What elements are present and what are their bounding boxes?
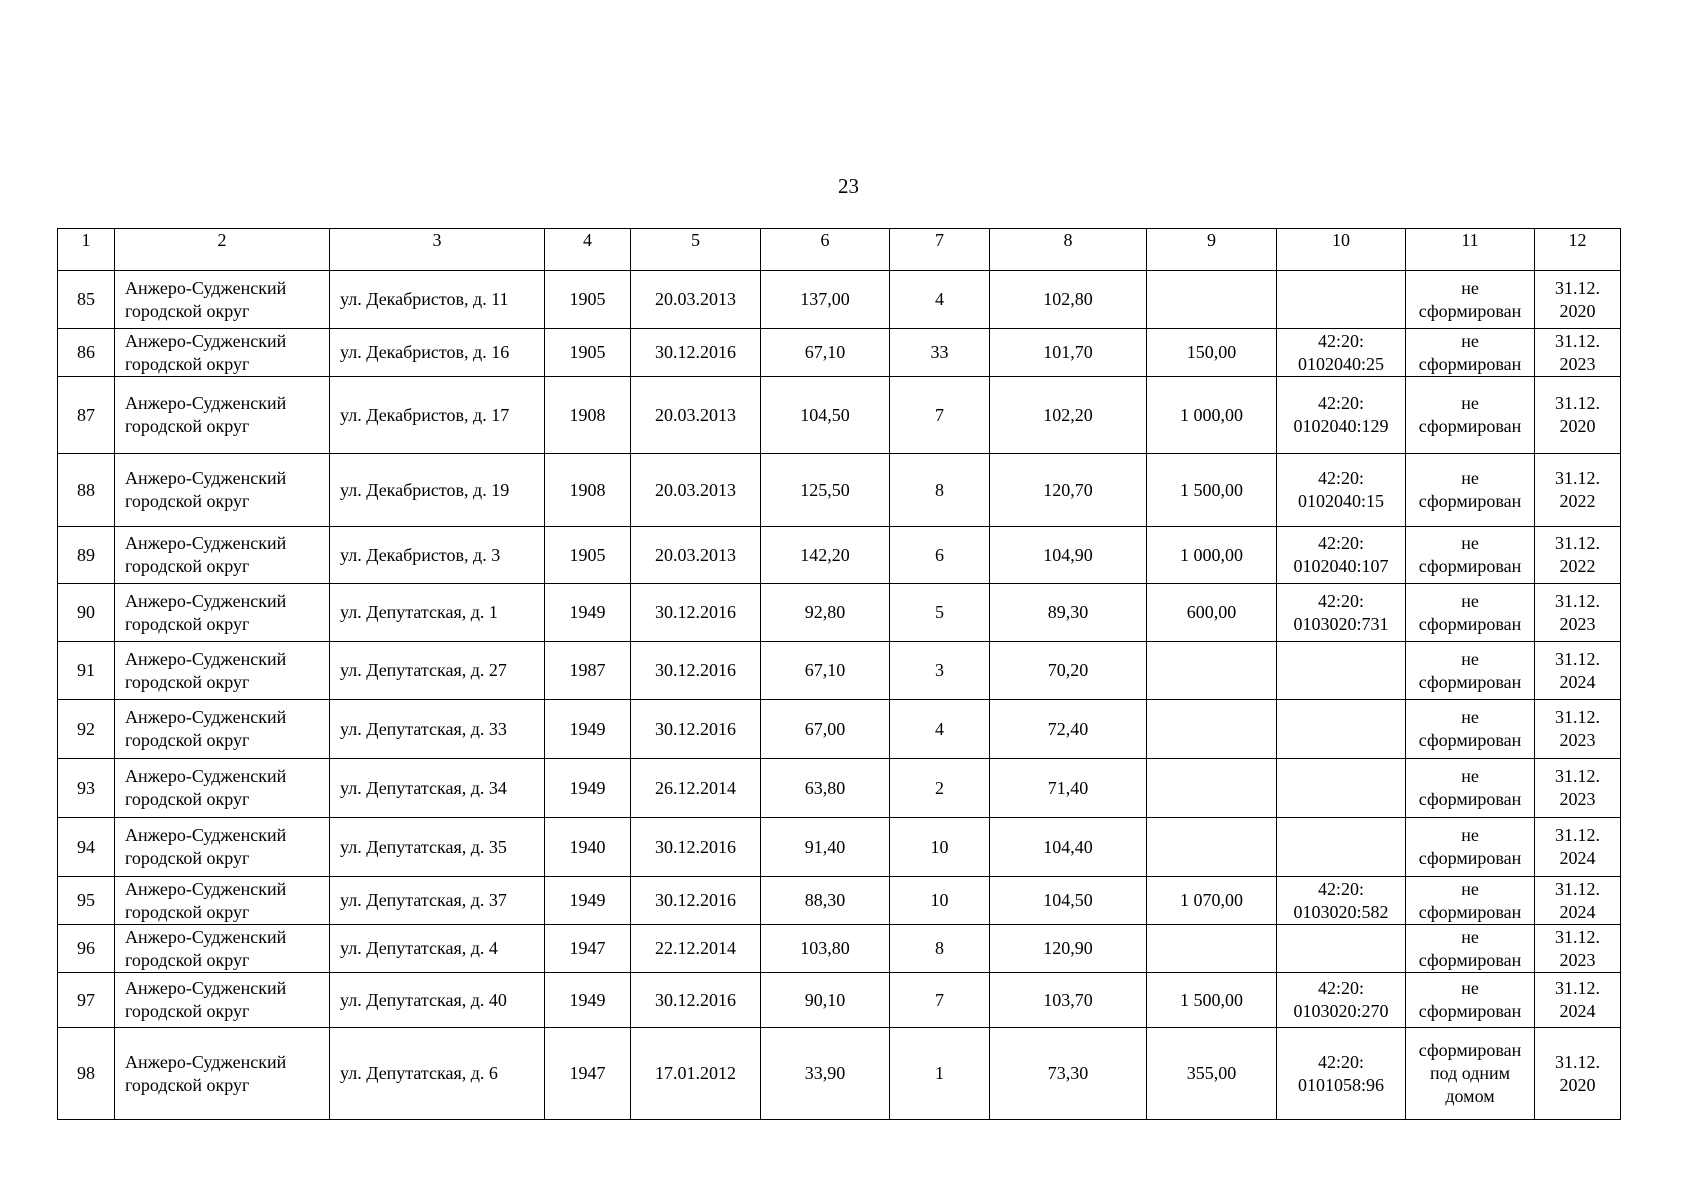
cell-cadastral-number: 42:20: 0101058:96 xyxy=(1277,1028,1406,1120)
cell-area: 142,20 xyxy=(761,527,890,584)
cell-address: ул. Декабристов, д. 11 xyxy=(330,271,545,329)
cell-land-status: не сформирован xyxy=(1406,818,1535,877)
column-header: 12 xyxy=(1535,229,1621,271)
column-header: 9 xyxy=(1147,229,1277,271)
table-row xyxy=(58,1028,1621,1120)
cell-deadline: 31.12. 2020 xyxy=(1535,1028,1621,1120)
cell-area: 104,50 xyxy=(761,377,890,454)
cell-row-number: 97 xyxy=(58,973,115,1028)
column-header: 5 xyxy=(631,229,761,271)
header-row xyxy=(58,229,1621,271)
cell-land-status: не сформирован xyxy=(1406,973,1535,1028)
table-row xyxy=(58,877,1621,925)
cell-address: ул. Депутатская, д. 6 xyxy=(330,1028,545,1120)
cell-residents: 10 xyxy=(890,818,990,877)
column-header: 1 xyxy=(58,229,115,271)
cell-deadline: 31.12. 2024 xyxy=(1535,973,1621,1028)
cell-area: 137,00 xyxy=(761,271,890,329)
cell-build-year: 1949 xyxy=(545,584,631,642)
column-header: 6 xyxy=(761,229,890,271)
cell-land-status: сформирован под одним домом xyxy=(1406,1028,1535,1120)
cell-land-area: 1 070,00 xyxy=(1147,877,1277,925)
cell-build-year: 1905 xyxy=(545,527,631,584)
cell-address: ул. Декабристов, д. 19 xyxy=(330,454,545,527)
cell-municipality: Анжеро-Судженский городской округ xyxy=(115,527,330,584)
cell-date: 30.12.2016 xyxy=(631,329,761,377)
cell-cadastral-number: 42:20: 0102040:25 xyxy=(1277,329,1406,377)
cell-area: 67,10 xyxy=(761,329,890,377)
cell-area: 103,80 xyxy=(761,925,890,973)
cell-residents: 6 xyxy=(890,527,990,584)
cell-land-area: 1 500,00 xyxy=(1147,973,1277,1028)
cell-cadastral-number xyxy=(1277,700,1406,759)
cell-municipality: Анжеро-Судженский городской округ xyxy=(115,377,330,454)
cell-land-area xyxy=(1147,271,1277,329)
cell-address: ул. Депутатская, д. 33 xyxy=(330,700,545,759)
cell-area: 92,80 xyxy=(761,584,890,642)
cell-municipality: Анжеро-Судженский городской округ xyxy=(115,642,330,700)
cell-area: 67,10 xyxy=(761,642,890,700)
cell-address: ул. Декабристов, д. 16 xyxy=(330,329,545,377)
cell-area: 63,80 xyxy=(761,759,890,818)
cell-date: 30.12.2016 xyxy=(631,818,761,877)
cell-land-status: не сформирован xyxy=(1406,700,1535,759)
cell-residents: 8 xyxy=(890,454,990,527)
cell-living-area: 104,40 xyxy=(990,818,1147,877)
cell-living-area: 104,90 xyxy=(990,527,1147,584)
cell-living-area: 71,40 xyxy=(990,759,1147,818)
cell-date: 20.03.2013 xyxy=(631,527,761,584)
cell-land-area: 355,00 xyxy=(1147,1028,1277,1120)
cell-municipality: Анжеро-Судженский городской округ xyxy=(115,973,330,1028)
cell-build-year: 1949 xyxy=(545,700,631,759)
cell-date: 30.12.2016 xyxy=(631,877,761,925)
cell-area: 67,00 xyxy=(761,700,890,759)
cell-land-status: не сформирован xyxy=(1406,329,1535,377)
cell-row-number: 91 xyxy=(58,642,115,700)
cell-residents: 3 xyxy=(890,642,990,700)
cell-land-status: не сформирован xyxy=(1406,527,1535,584)
cell-address: ул. Депутатская, д. 34 xyxy=(330,759,545,818)
cell-date: 30.12.2016 xyxy=(631,642,761,700)
cell-municipality: Анжеро-Судженский городской округ xyxy=(115,1028,330,1120)
cell-living-area: 120,70 xyxy=(990,454,1147,527)
cell-cadastral-number xyxy=(1277,642,1406,700)
table-row xyxy=(58,700,1621,759)
cell-row-number: 92 xyxy=(58,700,115,759)
cell-address: ул. Декабристов, д. 3 xyxy=(330,527,545,584)
cell-row-number: 87 xyxy=(58,377,115,454)
cell-row-number: 90 xyxy=(58,584,115,642)
cell-row-number: 98 xyxy=(58,1028,115,1120)
cell-land-status: не сформирован xyxy=(1406,584,1535,642)
cell-area: 91,40 xyxy=(761,818,890,877)
cell-living-area: 104,50 xyxy=(990,877,1147,925)
cell-land-status: не сформирован xyxy=(1406,642,1535,700)
cell-deadline: 31.12. 2020 xyxy=(1535,377,1621,454)
cell-land-area: 1 500,00 xyxy=(1147,454,1277,527)
cell-build-year: 1947 xyxy=(545,925,631,973)
cell-land-status: не сформирован xyxy=(1406,759,1535,818)
cell-address: ул. Депутатская, д. 4 xyxy=(330,925,545,973)
cell-municipality: Анжеро-Судженский городской округ xyxy=(115,329,330,377)
cell-address: ул. Депутатская, д. 35 xyxy=(330,818,545,877)
cell-land-area xyxy=(1147,642,1277,700)
cell-cadastral-number xyxy=(1277,759,1406,818)
cell-cadastral-number: 42:20: 0103020:270 xyxy=(1277,973,1406,1028)
cell-living-area: 101,70 xyxy=(990,329,1147,377)
table-row xyxy=(58,377,1621,454)
cell-land-area: 1 000,00 xyxy=(1147,377,1277,454)
table-row xyxy=(58,973,1621,1028)
table-row xyxy=(58,818,1621,877)
cell-build-year: 1908 xyxy=(545,454,631,527)
cell-deadline: 31.12. 2023 xyxy=(1535,700,1621,759)
table-body xyxy=(58,229,1621,1120)
cell-residents: 4 xyxy=(890,700,990,759)
cell-row-number: 88 xyxy=(58,454,115,527)
cell-build-year: 1908 xyxy=(545,377,631,454)
cell-living-area: 120,90 xyxy=(990,925,1147,973)
cell-address: ул. Депутатская, д. 1 xyxy=(330,584,545,642)
column-header: 3 xyxy=(330,229,545,271)
cell-living-area: 102,20 xyxy=(990,377,1147,454)
cell-municipality: Анжеро-Судженский городской округ xyxy=(115,759,330,818)
cell-living-area: 103,70 xyxy=(990,973,1147,1028)
cell-land-status: не сформирован xyxy=(1406,925,1535,973)
cell-land-status: не сформирован xyxy=(1406,877,1535,925)
cell-date: 30.12.2016 xyxy=(631,700,761,759)
cell-land-status: не сформирован xyxy=(1406,454,1535,527)
cell-land-area: 1 000,00 xyxy=(1147,527,1277,584)
cell-living-area: 102,80 xyxy=(990,271,1147,329)
cell-cadastral-number: 42:20: 0103020:731 xyxy=(1277,584,1406,642)
column-header: 8 xyxy=(990,229,1147,271)
cell-row-number: 89 xyxy=(58,527,115,584)
cell-residents: 5 xyxy=(890,584,990,642)
cell-area: 88,30 xyxy=(761,877,890,925)
cell-municipality: Анжеро-Судженский городской округ xyxy=(115,818,330,877)
cell-cadastral-number xyxy=(1277,925,1406,973)
cell-residents: 7 xyxy=(890,973,990,1028)
housing-registry-table xyxy=(57,228,1621,1120)
table-row xyxy=(58,584,1621,642)
cell-residents: 10 xyxy=(890,877,990,925)
cell-address: ул. Депутатская, д. 37 xyxy=(330,877,545,925)
cell-cadastral-number: 42:20: 0102040:15 xyxy=(1277,454,1406,527)
cell-cadastral-number xyxy=(1277,271,1406,329)
cell-living-area: 70,20 xyxy=(990,642,1147,700)
table-row xyxy=(58,329,1621,377)
cell-land-area xyxy=(1147,925,1277,973)
cell-land-area: 600,00 xyxy=(1147,584,1277,642)
cell-deadline: 31.12. 2022 xyxy=(1535,454,1621,527)
cell-row-number: 86 xyxy=(58,329,115,377)
cell-deadline: 31.12. 2023 xyxy=(1535,584,1621,642)
cell-date: 22.12.2014 xyxy=(631,925,761,973)
cell-land-area: 150,00 xyxy=(1147,329,1277,377)
table-row xyxy=(58,925,1621,973)
cell-build-year: 1949 xyxy=(545,877,631,925)
cell-row-number: 96 xyxy=(58,925,115,973)
table-row xyxy=(58,454,1621,527)
column-header: 7 xyxy=(890,229,990,271)
cell-living-area: 89,30 xyxy=(990,584,1147,642)
cell-date: 20.03.2013 xyxy=(631,271,761,329)
cell-residents: 8 xyxy=(890,925,990,973)
cell-row-number: 95 xyxy=(58,877,115,925)
cell-address: ул. Депутатская, д. 40 xyxy=(330,973,545,1028)
cell-residents: 4 xyxy=(890,271,990,329)
column-header: 10 xyxy=(1277,229,1406,271)
cell-area: 125,50 xyxy=(761,454,890,527)
column-header: 2 xyxy=(115,229,330,271)
cell-build-year: 1949 xyxy=(545,973,631,1028)
cell-municipality: Анжеро-Судженский городской округ xyxy=(115,454,330,527)
cell-municipality: Анжеро-Судженский городской округ xyxy=(115,700,330,759)
table-row xyxy=(58,271,1621,329)
cell-build-year: 1949 xyxy=(545,759,631,818)
cell-area: 90,10 xyxy=(761,973,890,1028)
cell-date: 30.12.2016 xyxy=(631,973,761,1028)
cell-deadline: 31.12. 2022 xyxy=(1535,527,1621,584)
cell-residents: 1 xyxy=(890,1028,990,1120)
cell-build-year: 1905 xyxy=(545,329,631,377)
column-header: 4 xyxy=(545,229,631,271)
cell-date: 17.01.2012 xyxy=(631,1028,761,1120)
cell-row-number: 93 xyxy=(58,759,115,818)
cell-cadastral-number: 42:20: 0102040:107 xyxy=(1277,527,1406,584)
cell-deadline: 31.12. 2024 xyxy=(1535,877,1621,925)
cell-date: 20.03.2013 xyxy=(631,454,761,527)
cell-build-year: 1987 xyxy=(545,642,631,700)
cell-date: 20.03.2013 xyxy=(631,377,761,454)
table-row xyxy=(58,642,1621,700)
cell-address: ул. Депутатская, д. 27 xyxy=(330,642,545,700)
column-header: 11 xyxy=(1406,229,1535,271)
cell-living-area: 72,40 xyxy=(990,700,1147,759)
cell-build-year: 1905 xyxy=(545,271,631,329)
cell-deadline: 31.12. 2024 xyxy=(1535,642,1621,700)
cell-date: 30.12.2016 xyxy=(631,584,761,642)
cell-residents: 33 xyxy=(890,329,990,377)
cell-residents: 2 xyxy=(890,759,990,818)
cell-living-area: 73,30 xyxy=(990,1028,1147,1120)
cell-cadastral-number xyxy=(1277,818,1406,877)
cell-land-area xyxy=(1147,700,1277,759)
cell-residents: 7 xyxy=(890,377,990,454)
cell-build-year: 1947 xyxy=(545,1028,631,1120)
cell-date: 26.12.2014 xyxy=(631,759,761,818)
cell-land-area xyxy=(1147,818,1277,877)
cell-cadastral-number: 42:20: 0103020:582 xyxy=(1277,877,1406,925)
page-number: 23 xyxy=(838,174,859,198)
cell-deadline: 31.12. 2020 xyxy=(1535,271,1621,329)
cell-deadline: 31.12. 2023 xyxy=(1535,925,1621,973)
cell-municipality: Анжеро-Судженский городской округ xyxy=(115,584,330,642)
cell-row-number: 94 xyxy=(58,818,115,877)
cell-municipality: Анжеро-Судженский городской округ xyxy=(115,877,330,925)
cell-deadline: 31.12. 2023 xyxy=(1535,329,1621,377)
cell-row-number: 85 xyxy=(58,271,115,329)
cell-municipality: Анжеро-Судженский городской округ xyxy=(115,271,330,329)
cell-land-status: не сформирован xyxy=(1406,271,1535,329)
cell-land-area xyxy=(1147,759,1277,818)
cell-deadline: 31.12. 2023 xyxy=(1535,759,1621,818)
cell-build-year: 1940 xyxy=(545,818,631,877)
cell-area: 33,90 xyxy=(761,1028,890,1120)
cell-cadastral-number: 42:20: 0102040:129 xyxy=(1277,377,1406,454)
cell-land-status: не сформирован xyxy=(1406,377,1535,454)
cell-address: ул. Декабристов, д. 17 xyxy=(330,377,545,454)
table-row xyxy=(58,527,1621,584)
cell-municipality: Анжеро-Судженский городской округ xyxy=(115,925,330,973)
table-row xyxy=(58,759,1621,818)
cell-deadline: 31.12. 2024 xyxy=(1535,818,1621,877)
